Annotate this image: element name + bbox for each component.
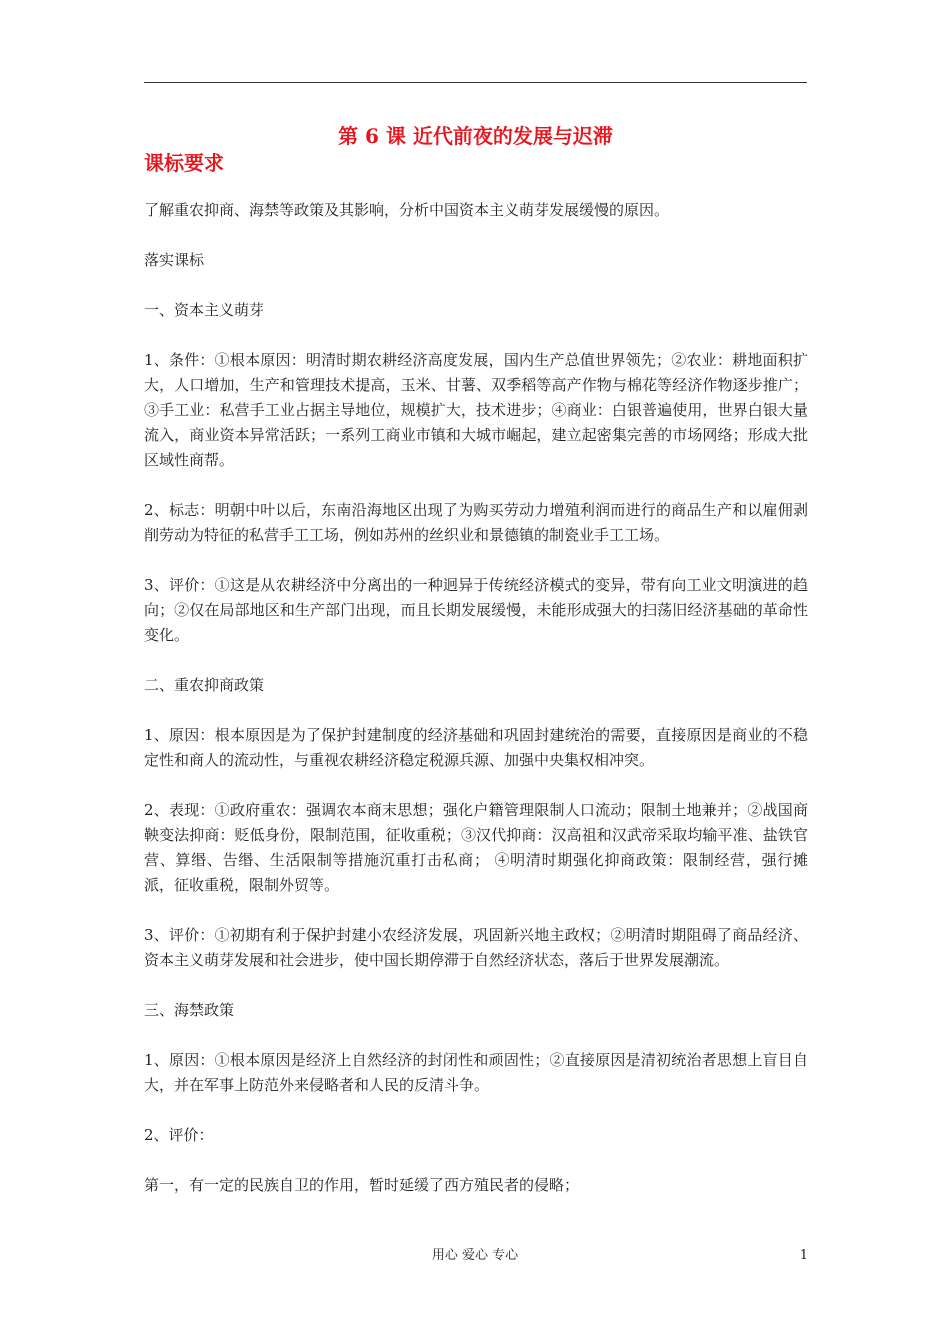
lesson-title: 第 6 课 近代前夜的发展与迟滞 [338, 124, 613, 148]
page-number: 1 [799, 1248, 808, 1263]
footer-slogan: 用心 爱心 专心 [431, 1248, 519, 1263]
section-heading-agriculture-policy: 二、重农抑商政策 [144, 676, 265, 694]
paragraph-first-point: 第一，有一定的民族自卫的作用，暂时延缓了西方殖民者的侵略； [144, 1176, 580, 1194]
section-heading-sea-ban: 三、海禁政策 [144, 1001, 235, 1019]
paragraph-conditions: 1、条件：①根本原因：明清时期农耕经济高度发展，国内生产总值世界领先；②农业：耕地面积扩大，人口增加，生产和管理技术提高，玉米、甘薯、双季稻等高产作物与棉花等经济作物逐步推广；③手工业：私营手工业占据主导地位，规模扩大，技术进步；④商业：白银普遍使用，世界白银大量流入，商业资本异常活跃；一系列工商业市镇和大城市崛起，建立起密集完善的市场网络；形成大批区域性商帮。 [144, 351, 808, 469]
header-rule [144, 82, 807, 83]
paragraph-signs: 2、标志：明朝中叶以后，东南沿海地区出现了为购买劳动力增殖利润而进行的商品生产和以雇佣剥削劳动为特征的私营手工工场，例如苏州的丝织业和景德镇的制瓷业手工工场。 [144, 501, 808, 544]
paragraph-evaluation-2: 3、评价：①初期有利于保护封建小农经济发展，巩固新兴地主政权；②明清时期阻碍了商品经济、资本主义萌芽发展和社会进步，使中国长期停滞于自然经济状态，落后于世界发展潮流。 [144, 926, 808, 969]
paragraph-reasons-2: 1、原因：①根本原因是经济上自然经济的封闭性和顽固性；②直接原因是清初统治者思想上盲目自大，并在军事上防范外来侵略者和人民的反清斗争。 [144, 1051, 808, 1094]
paragraph-reasons-1: 1、原因：根本原因是为了保护封建制度的经济基础和巩固封建统治的需要，直接原因是商业的不稳定性和商人的流动性，与重视农耕经济稳定税源兵源、加强中央集权相冲突。 [144, 726, 808, 769]
section-heading-curriculum: 课标要求 [144, 151, 224, 175]
paragraph-subheading-implement: 落实课标 [144, 251, 205, 269]
paragraph-manifestations: 2、表现：①政府重农：强调农本商末思想；强化户籍管理限制人口流动；限制土地兼并；②战国商鞅变法抑商：贬低身份，限制范围，征收重税；③汉代抑商：汉高祖和汉武帝采取均输平准、盐铁官营、算缗、告缗、生活限制等措施沉重打击私商； ④明清时期强化抑商政策：限制经营，强行摊派，征收重税，限制外贸等。 [144, 801, 808, 894]
document-body [144, 198, 808, 1223]
paragraph-intro: 了解重农抑商、海禁等政策及其影响，分析中国资本主义萌芽发展缓慢的原因。 [144, 201, 670, 219]
section-heading-capitalism-sprouts: 一、资本主义萌芽 [144, 301, 265, 319]
paragraph-evaluation-1: 3、评价：①这是从农耕经济中分离出的一种迥异于传统经济模式的变异，带有向工业文明演进的趋向；②仅在局部地区和生产部门出现，而且长期发展缓慢，未能形成强大的扫荡旧经济基础的革命性变化。 [144, 576, 808, 644]
paragraph-evaluation-3-heading: 2、评价： [144, 1126, 214, 1144]
